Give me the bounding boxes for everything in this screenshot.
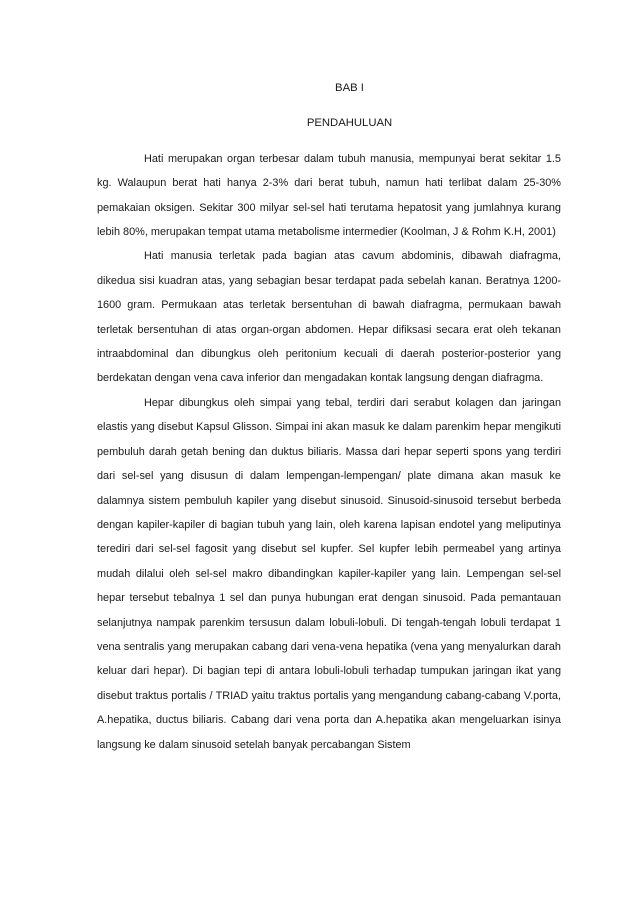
- body-text: [97, 147, 561, 757]
- paragraph-1: Hati merupakan organ terbesar dalam tubuh manusia, mempunyai berat sekitar 1.5 kg. Walaupun berat hati hanya 2-3% dari berat tubuh, namun hati terlibat dalam 25-30% pemakaian oksigen. Sekitar 300 milyar sel-sel hati terutama hepatosit yang jumlahnya kurang lebih 80%, merupakan tempat utama metabolisme intermedier (Koolman, J & Rohm K.H, 2001): [97, 152, 561, 239]
- paragraph-3: Hepar dibungkus oleh simpai yang tebal, terdiri dari serabut kolagen dan jaringan elastis yang disebut Kapsul Glisson. Simpai ini akan masuk ke dalam parenkim hepar mengikuti pembuluh darah getah bening dan duktus biliaris. Massa dari hepar seperti spons yang terdiri dari sel-sel yang disusun di dalam lempengan-lempengan/ plate dimana akan masuk ke dalamnya sistem pembuluh kapiler yang disebut sinusoid. Sinusoid-sinusoid tersebut berbeda dengan kapiler-kapiler di bagian tubuh yang lain, oleh karena lapisan endotel yang meliputinya terediri dari sel-sel fagosit yang disebut sel kupfer. Sel kupfer lebih permeabel yang artinya mudah dilalui oleh sel-sel makro dibandingkan kapiler-kapiler yang lain. Lempengan sel-sel hepar tersebut tebalnya 1 sel dan punya hubungan erat dengan sinusoid. Pada pemantauan selanjutnya nampak parenkim tersusun dalam lobuli-lobuli. Di tengah-tengah lobuli terdapat 1 vena sentralis yang merupakan cabang dari vena-vena hepatika (vena yang menyalurkan darah keluar dari hepar). Di bagian tepi di antara lobuli-lobuli terhadap tumpukan jaringan ikat yang disebut traktus portalis / TRIAD yaitu traktus portalis yang mengandung cabang-cabang V.porta, A.hepatika, ductus biliaris. Cabang dari vena porta dan A.hepatika akan mengeluarkan isinya langsung ke dalam sinusoid setelah banyak percabangan Sistem: [97, 396, 561, 751]
- chapter-title: PENDAHULUAN: [306, 117, 393, 130]
- document-page: [97, 76, 561, 757]
- chapter-heading: BAB I: [335, 82, 364, 94]
- paragraph-2: Hati manusia terletak pada bagian atas cavum abdominis, dibawah diafragma, dikedua sisi kuadran atas, yang sebagian besar terdapat pada sebelah kanan. Beratnya 1200-1600 gram. Permukaan atas terletak bersentuhan di bawah diafragma, permukaan bawah terletak bersentuhan di atas organ-organ abdomen. Hepar difiksasi secara erat oleh tekanan intraabdominal dan dibungkus oleh peritonium kecuali di daerah posterior-posterior yang berdekatan dengan vena cava inferior dan mengadakan kontak langsung dengan diafragma.: [97, 250, 561, 385]
